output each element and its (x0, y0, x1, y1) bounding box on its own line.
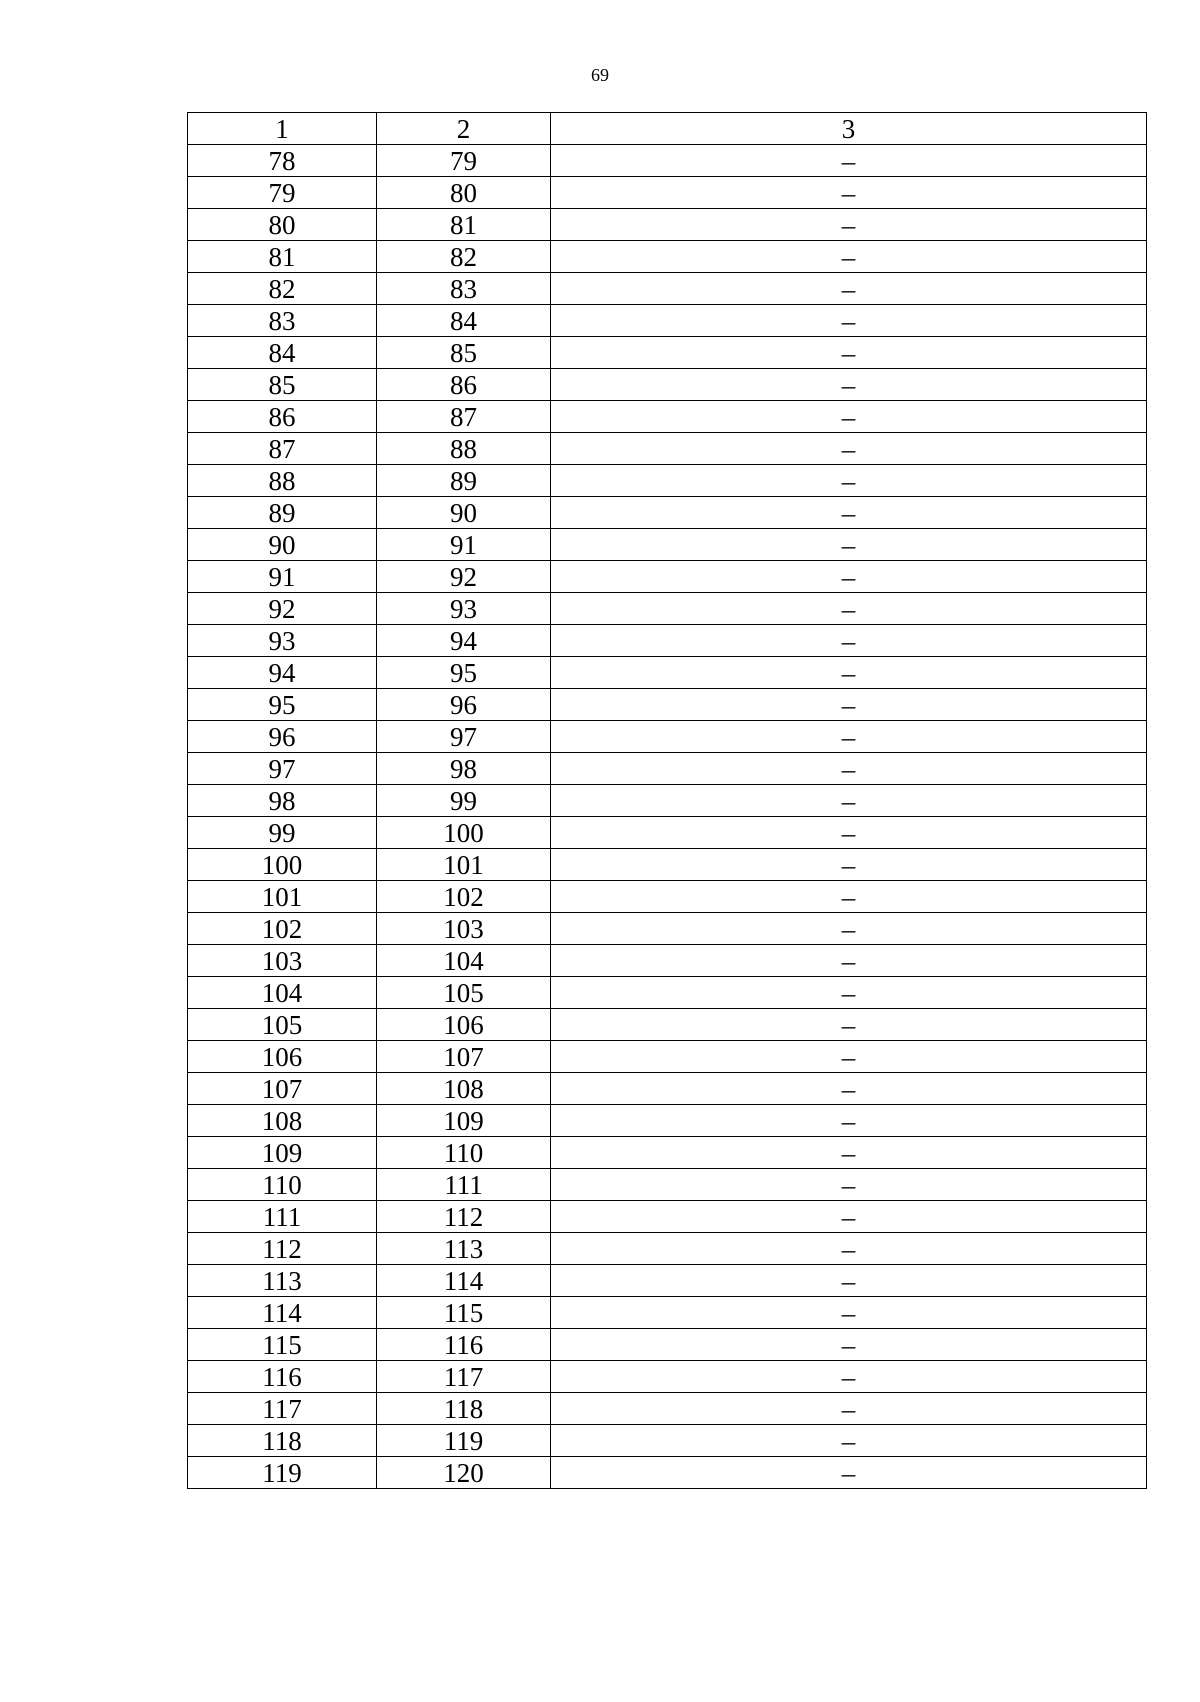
table-row (188, 593, 1147, 625)
table-cell-col-1: 117 (188, 1393, 377, 1425)
table-cell-col-2: 118 (377, 1393, 551, 1425)
table-cell-col-2: 114 (377, 1265, 551, 1297)
table-cell-col-3: – (551, 465, 1147, 497)
header-cell-1: 1 (188, 113, 377, 145)
table-row (188, 1009, 1147, 1041)
table-cell-col-3: – (551, 657, 1147, 689)
table-cell-col-1: 106 (188, 1041, 377, 1073)
table-cell-col-3: – (551, 721, 1147, 753)
table-cell-col-1: 92 (188, 593, 377, 625)
table-cell-col-1: 104 (188, 977, 377, 1009)
table-cell-col-3: – (551, 1425, 1147, 1457)
table-cell-col-2: 80 (377, 177, 551, 209)
table-row (188, 561, 1147, 593)
table-cell-col-1: 103 (188, 945, 377, 977)
table-cell-col-1: 97 (188, 753, 377, 785)
table-cell-col-1: 114 (188, 1297, 377, 1329)
table-row (188, 369, 1147, 401)
table-cell-col-3: – (551, 1169, 1147, 1201)
table-cell-col-1: 119 (188, 1457, 377, 1489)
table-row (188, 785, 1147, 817)
table-row (188, 913, 1147, 945)
table-cell-col-3: – (551, 881, 1147, 913)
header-row (188, 113, 1147, 145)
table-cell-col-1: 111 (188, 1201, 377, 1233)
table-cell-col-2: 95 (377, 657, 551, 689)
table-cell-col-2: 104 (377, 945, 551, 977)
table-cell-col-1: 81 (188, 241, 377, 273)
table-cell-col-1: 116 (188, 1361, 377, 1393)
table-cell-col-1: 89 (188, 497, 377, 529)
table-cell-col-3: – (551, 273, 1147, 305)
table-row (188, 497, 1147, 529)
table-cell-col-2: 105 (377, 977, 551, 1009)
table-cell-col-3: – (551, 241, 1147, 273)
table-cell-col-3: – (551, 145, 1147, 177)
table-row (188, 1105, 1147, 1137)
table-cell-col-2: 85 (377, 337, 551, 369)
table-row (188, 209, 1147, 241)
table-cell-col-2: 116 (377, 1329, 551, 1361)
table-cell-col-2: 115 (377, 1297, 551, 1329)
table-row (188, 305, 1147, 337)
table-cell-col-2: 107 (377, 1041, 551, 1073)
table-row (188, 881, 1147, 913)
table-row (188, 273, 1147, 305)
table-row (188, 1457, 1147, 1489)
table-cell-col-3: – (551, 497, 1147, 529)
table-cell-col-1: 80 (188, 209, 377, 241)
table-row (188, 849, 1147, 881)
table-cell-col-1: 112 (188, 1233, 377, 1265)
table-cell-col-2: 98 (377, 753, 551, 785)
table-cell-col-2: 103 (377, 913, 551, 945)
table-cell-col-2: 90 (377, 497, 551, 529)
table-row (188, 1393, 1147, 1425)
table-cell-col-3: – (551, 401, 1147, 433)
table-cell-col-3: – (551, 433, 1147, 465)
table-row (188, 529, 1147, 561)
table-cell-col-2: 87 (377, 401, 551, 433)
table-cell-col-2: 112 (377, 1201, 551, 1233)
table-row (188, 945, 1147, 977)
table-cell-col-1: 115 (188, 1329, 377, 1361)
table-cell-col-2: 94 (377, 625, 551, 657)
table-cell-col-1: 96 (188, 721, 377, 753)
table-row (188, 753, 1147, 785)
table-cell-col-3: – (551, 1073, 1147, 1105)
table-cell-col-1: 109 (188, 1137, 377, 1169)
table-row (188, 241, 1147, 273)
table-cell-col-3: – (551, 593, 1147, 625)
table-row (188, 1041, 1147, 1073)
table-cell-col-2: 96 (377, 689, 551, 721)
table-cell-col-3: – (551, 1265, 1147, 1297)
table-cell-col-1: 107 (188, 1073, 377, 1105)
table-row (188, 145, 1147, 177)
table-cell-col-1: 85 (188, 369, 377, 401)
table-cell-col-3: – (551, 1457, 1147, 1489)
header-cell-2: 2 (377, 113, 551, 145)
table-row (188, 465, 1147, 497)
table-cell-col-2: 88 (377, 433, 551, 465)
table-cell-col-3: – (551, 1201, 1147, 1233)
table-row (188, 1361, 1147, 1393)
table-cell-col-1: 101 (188, 881, 377, 913)
table-cell-col-1: 105 (188, 1009, 377, 1041)
table-cell-col-2: 117 (377, 1361, 551, 1393)
table-cell-col-1: 100 (188, 849, 377, 881)
table-cell-col-2: 100 (377, 817, 551, 849)
data-table (187, 112, 1147, 1489)
table-row (188, 433, 1147, 465)
table-cell-col-1: 79 (188, 177, 377, 209)
table-cell-col-2: 113 (377, 1233, 551, 1265)
table-cell-col-2: 99 (377, 785, 551, 817)
table-row (188, 1329, 1147, 1361)
table-cell-col-3: – (551, 689, 1147, 721)
table-cell-col-1: 82 (188, 273, 377, 305)
table-cell-col-2: 83 (377, 273, 551, 305)
table-cell-col-1: 91 (188, 561, 377, 593)
table-row (188, 625, 1147, 657)
table-cell-col-2: 106 (377, 1009, 551, 1041)
table-row (188, 1233, 1147, 1265)
table-cell-col-1: 118 (188, 1425, 377, 1457)
table-cell-col-3: – (551, 1233, 1147, 1265)
table-cell-col-1: 87 (188, 433, 377, 465)
table-cell-col-2: 110 (377, 1137, 551, 1169)
table-cell-col-3: – (551, 561, 1147, 593)
table-cell-col-2: 108 (377, 1073, 551, 1105)
table-cell-col-1: 84 (188, 337, 377, 369)
table-cell-col-2: 93 (377, 593, 551, 625)
table-row (188, 177, 1147, 209)
table-row (188, 817, 1147, 849)
page-number: 69 (591, 65, 609, 85)
table-cell-col-1: 110 (188, 1169, 377, 1201)
table-cell-col-3: – (551, 1137, 1147, 1169)
table-cell-col-1: 86 (188, 401, 377, 433)
table-cell-col-1: 83 (188, 305, 377, 337)
table-cell-col-2: 101 (377, 849, 551, 881)
table-cell-col-1: 90 (188, 529, 377, 561)
table-cell-col-3: – (551, 1297, 1147, 1329)
table-cell-col-1: 78 (188, 145, 377, 177)
table-cell-col-2: 91 (377, 529, 551, 561)
table-cell-col-3: – (551, 817, 1147, 849)
table-row (188, 337, 1147, 369)
table-cell-col-3: – (551, 1041, 1147, 1073)
table-cell-col-3: – (551, 1009, 1147, 1041)
table-cell-col-3: – (551, 1393, 1147, 1425)
table-cell-col-3: – (551, 625, 1147, 657)
table-cell-col-2: 79 (377, 145, 551, 177)
table-cell-col-2: 92 (377, 561, 551, 593)
table-cell-col-3: – (551, 529, 1147, 561)
table-row (188, 1425, 1147, 1457)
table-cell-col-3: – (551, 177, 1147, 209)
table-cell-col-1: 94 (188, 657, 377, 689)
table-cell-col-3: – (551, 913, 1147, 945)
table-cell-col-2: 111 (377, 1169, 551, 1201)
table-cell-col-1: 95 (188, 689, 377, 721)
table-cell-col-3: – (551, 1105, 1147, 1137)
table-cell-col-2: 89 (377, 465, 551, 497)
table-cell-col-3: – (551, 1361, 1147, 1393)
table-cell-col-3: – (551, 305, 1147, 337)
table-row (188, 977, 1147, 1009)
table-cell-col-2: 97 (377, 721, 551, 753)
table-cell-col-1: 113 (188, 1265, 377, 1297)
table-cell-col-3: – (551, 369, 1147, 401)
table-cell-col-3: – (551, 753, 1147, 785)
table-cell-col-1: 99 (188, 817, 377, 849)
table-cell-col-2: 119 (377, 1425, 551, 1457)
table-cell-col-2: 86 (377, 369, 551, 401)
table-row (188, 657, 1147, 689)
table-cell-col-1: 108 (188, 1105, 377, 1137)
table-cell-col-3: – (551, 1329, 1147, 1361)
table-cell-col-2: 109 (377, 1105, 551, 1137)
table-cell-col-3: – (551, 209, 1147, 241)
table-cell-col-2: 81 (377, 209, 551, 241)
table-cell-col-1: 93 (188, 625, 377, 657)
table-cell-col-3: – (551, 785, 1147, 817)
table-cell-col-1: 102 (188, 913, 377, 945)
table-cell-col-3: – (551, 977, 1147, 1009)
table-cell-col-2: 84 (377, 305, 551, 337)
table-row (188, 689, 1147, 721)
table-row (188, 1073, 1147, 1105)
table-row (188, 1265, 1147, 1297)
table-body (188, 113, 1147, 1489)
table-cell-col-2: 102 (377, 881, 551, 913)
table-cell-col-3: – (551, 849, 1147, 881)
table-row (188, 1169, 1147, 1201)
table-row (188, 1137, 1147, 1169)
header-cell-3: 3 (551, 113, 1147, 145)
table-row (188, 1201, 1147, 1233)
table-cell-col-2: 120 (377, 1457, 551, 1489)
table-cell-col-2: 82 (377, 241, 551, 273)
table-cell-col-1: 98 (188, 785, 377, 817)
table-cell-col-3: – (551, 337, 1147, 369)
table-cell-col-3: – (551, 945, 1147, 977)
table-row (188, 721, 1147, 753)
table-cell-col-1: 88 (188, 465, 377, 497)
table-row (188, 401, 1147, 433)
table-row (188, 1297, 1147, 1329)
